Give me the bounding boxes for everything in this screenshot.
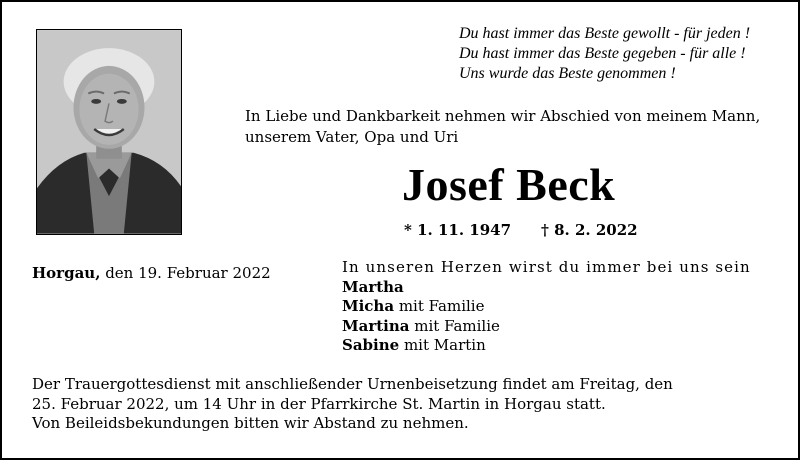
member-name: Martha [342,277,404,296]
intro-text [245,106,790,148]
closing-line: Von Beileidsbekundungen bitten wir Abstand zu nehmen. [32,414,469,432]
motto-verse [459,24,789,84]
life-dates [404,220,638,240]
member-name: Sabine [342,336,400,354]
closing-line: Der Trauergottesdienst mit anschließender Urnenbeisetzung findet am Freitag, den [32,375,673,393]
closing-line: 25. Februar 2022, um 14 Uhr in der Pfarrkirche St. Martin in Horgau statt. [32,394,606,413]
deceased-name: Josef Beck [402,159,616,210]
family-member [342,336,751,356]
notice-date: den 19. Februar 2022 [100,264,271,282]
death-date: † 8. 2. 2022 [541,221,638,239]
family-member [342,278,751,298]
member-suffix: mit Familie [409,316,500,335]
intro-line: In Liebe und Dankbarkeit nehmen wir Abschied von meinem Mann, [245,107,761,125]
funeral-information [32,375,782,434]
motto-line: Du hast immer das Beste gewollt - für jeden ! [459,25,751,42]
place-and-date [32,263,271,283]
member-suffix: mit Familie [394,297,485,315]
member-suffix: mit Martin [399,336,486,354]
portrait-image [37,30,181,234]
family-member [342,297,751,317]
motto-line: Uns wurde das Beste genommen ! [459,65,676,82]
remembrance-line: In unseren Herzen wirst du immer bei uns sein [342,258,751,276]
member-name: Martina [342,316,410,335]
intro-line: unserem Vater, Opa und Uri [245,128,459,146]
motto-line: Du hast immer das Beste gegeben - für alle ! [459,45,746,62]
birth-date: * 1. 11. 1947 [404,221,512,239]
member-name: Micha [342,297,395,315]
family-member [342,317,751,337]
place-name: Horgau, [32,264,101,282]
portrait-photo [36,29,182,235]
family-signatures [342,258,751,356]
